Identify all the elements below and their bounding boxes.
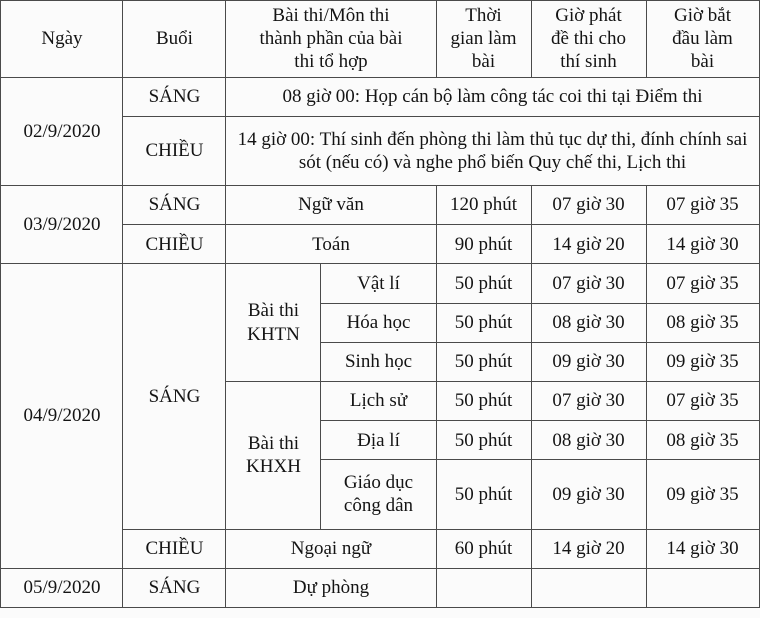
cell-subject-vatli: Vật lí xyxy=(321,264,436,303)
cell-duration-diali: 50 phút xyxy=(436,421,531,460)
cell-start-lichsu: 07 giờ 35 xyxy=(646,381,759,420)
cell-date-2: 03/9/2020 xyxy=(1,185,123,263)
column-header-subject-line3: thi tổ hợp xyxy=(294,51,368,73)
cell-handout-duphong xyxy=(531,568,646,607)
cell-date-1: 02/9/2020 xyxy=(1,77,123,185)
cell-session-morning-4: SÁNG xyxy=(123,568,226,607)
cell-start-diali: 08 giờ 35 xyxy=(646,421,759,460)
cell-session-afternoon-3: CHIỀU xyxy=(123,529,226,568)
cell-subject-gdcd xyxy=(321,460,436,529)
column-header-duration xyxy=(436,1,531,78)
cell-note-1: 08 giờ 00: Họp cán bộ làm công tác coi thi tại Điểm thi xyxy=(226,77,759,116)
header-row xyxy=(1,1,759,78)
cell-group-khtn-line2: KHTN xyxy=(247,323,300,345)
cell-duration-duphong xyxy=(436,568,531,607)
column-header-subject xyxy=(226,1,436,78)
column-header-handout-line1: Giờ phát xyxy=(555,5,622,26)
cell-group-khxh xyxy=(226,381,321,529)
cell-subject-hoahoc: Hóa học xyxy=(321,303,436,342)
cell-handout-gdcd: 09 giờ 30 xyxy=(531,460,646,529)
cell-duration-toan: 90 phút xyxy=(436,225,531,264)
cell-session-morning-1: SÁNG xyxy=(123,77,226,116)
column-header-start-line3: bài xyxy=(690,51,715,73)
table-header xyxy=(1,1,759,78)
column-header-start-line1: Giờ bắt xyxy=(673,5,731,26)
cell-handout-diali: 08 giờ 30 xyxy=(531,421,646,460)
cell-subject-diali: Địa lí xyxy=(321,421,436,460)
cell-start-nguvan: 07 giờ 35 xyxy=(646,185,759,224)
cell-group-khtn xyxy=(226,264,321,382)
column-header-handout-line2: đề thi cho xyxy=(551,28,626,50)
cell-note-2: 14 giờ 00: Thí sinh đến phòng thi làm thủ tục dự thi, đính chính sai sót (nếu có) và nghe phổ biến Quy chế thi, Lịch thi xyxy=(226,116,759,185)
cell-subject-sinhhoc: Sinh học xyxy=(321,342,436,381)
cell-subject-duphong: Dự phòng xyxy=(226,568,436,607)
cell-handout-hoahoc: 08 giờ 30 xyxy=(531,303,646,342)
column-header-subject-line1: Bài thi/Môn thi xyxy=(272,5,390,26)
cell-duration-vatli: 50 phút xyxy=(436,264,531,303)
column-header-start-line2: đầu làm xyxy=(672,28,733,50)
cell-duration-hoahoc: 50 phút xyxy=(436,303,531,342)
column-header-duration-line2: gian làm xyxy=(450,28,517,50)
cell-start-sinhhoc: 09 giờ 35 xyxy=(646,342,759,381)
cell-subject-toan: Toán xyxy=(226,225,436,264)
cell-subject-gdcd-line2: công dân xyxy=(343,495,414,517)
column-header-session: Buổi xyxy=(123,1,226,78)
cell-handout-lichsu: 07 giờ 30 xyxy=(531,381,646,420)
cell-date-4: 05/9/2020 xyxy=(1,568,123,607)
column-header-duration-line3: bài xyxy=(471,51,496,73)
cell-group-khxh-line1: Bài thi xyxy=(247,433,300,455)
cell-session-morning-2: SÁNG xyxy=(123,185,226,224)
cell-group-khtn-line1: Bài thi xyxy=(247,300,300,322)
cell-start-gdcd: 09 giờ 35 xyxy=(646,460,759,529)
cell-session-morning-3: SÁNG xyxy=(123,264,226,529)
cell-handout-vatli: 07 giờ 30 xyxy=(531,264,646,303)
table-row xyxy=(1,185,759,224)
cell-start-hoahoc: 08 giờ 35 xyxy=(646,303,759,342)
cell-group-khxh-line2: KHXH xyxy=(246,456,301,478)
cell-handout-ngoaingu: 14 giờ 20 xyxy=(531,529,646,568)
column-header-duration-line1: Thời xyxy=(465,5,502,26)
cell-duration-ngoaingu: 60 phút xyxy=(436,529,531,568)
table-row xyxy=(1,77,759,116)
cell-start-vatli: 07 giờ 35 xyxy=(646,264,759,303)
cell-date-3: 04/9/2020 xyxy=(1,264,123,568)
cell-subject-nguvan: Ngữ văn xyxy=(226,185,436,224)
cell-session-afternoon-1: CHIỀU xyxy=(123,116,226,185)
cell-session-afternoon-2: CHIỀU xyxy=(123,225,226,264)
cell-duration-gdcd: 50 phút xyxy=(436,460,531,529)
column-header-subject-line2: thành phần của bài xyxy=(259,28,403,50)
cell-start-duphong xyxy=(646,568,759,607)
column-header-handout-line3: thí sinh xyxy=(560,51,617,73)
table-row xyxy=(1,568,759,607)
cell-handout-toan: 14 giờ 20 xyxy=(531,225,646,264)
cell-handout-sinhhoc: 09 giờ 30 xyxy=(531,342,646,381)
cell-subject-gdcd-line1: Giáo dục xyxy=(343,472,414,494)
cell-duration-sinhhoc: 50 phút xyxy=(436,342,531,381)
cell-subject-ngoaingu: Ngoại ngữ xyxy=(226,529,436,568)
cell-duration-nguvan: 120 phút xyxy=(436,185,531,224)
column-header-start-time xyxy=(646,1,759,78)
table-body xyxy=(1,77,759,607)
cell-start-toan: 14 giờ 30 xyxy=(646,225,759,264)
cell-handout-nguvan: 07 giờ 30 xyxy=(531,185,646,224)
column-header-handout-time xyxy=(531,1,646,78)
cell-duration-lichsu: 50 phút xyxy=(436,381,531,420)
cell-subject-lichsu: Lịch sử xyxy=(321,381,436,420)
column-header-date: Ngày xyxy=(1,1,123,78)
table-row xyxy=(1,264,759,303)
cell-start-ngoaingu: 14 giờ 30 xyxy=(646,529,759,568)
